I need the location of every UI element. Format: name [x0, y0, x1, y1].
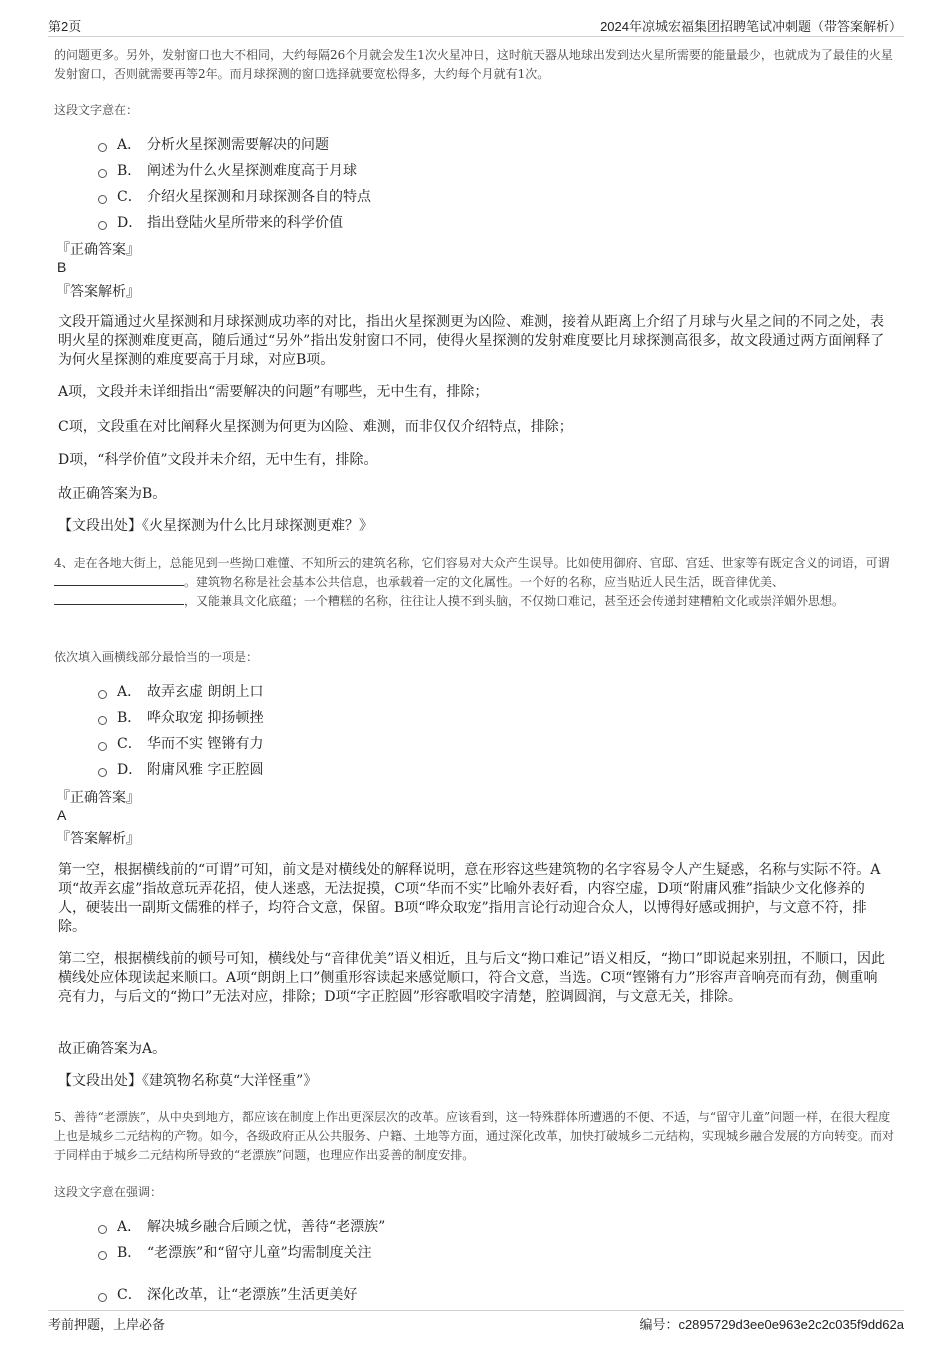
option-text: 指出登陆火星所带来的科学价值 [147, 215, 343, 231]
option-letter: C． [117, 736, 142, 752]
radio-icon[interactable] [98, 1225, 107, 1234]
q3-option-d[interactable] [98, 212, 343, 232]
q3-analysis-label: 『答案解析』 [56, 284, 140, 300]
document-title: 2024年凉城宏福集团招聘笔试冲刺题（带答案解析） [600, 19, 902, 34]
q4-source: 【文段出处】《建筑物名称莫“大洋怪重”》 [58, 1073, 318, 1089]
q3-source: 【文段出处】《火星探测为什么比月球探测更难？》 [58, 518, 373, 534]
q3-analysis-paragraph: A项，文段并未详细指出“需要解决的问题”有哪些，无中生有，排除； [58, 384, 489, 400]
q4-stem [54, 554, 900, 611]
q5-prompt: 这段文字意在强调： [54, 1185, 163, 1199]
option-text: 哗众取宠 抑扬顿挫 [147, 710, 264, 726]
q3-answer: B [57, 259, 67, 275]
option-text: 华而不实 铿锵有力 [147, 736, 264, 752]
q4-prompt: 依次填入画横线部分最恰当的一项是： [54, 650, 259, 664]
q4-option-b[interactable] [98, 707, 263, 727]
option-text: 介绍火星探测和月球探测各自的特点 [147, 189, 371, 205]
option-letter: B． [117, 710, 142, 726]
q4-analysis-paragraph: 第一空，根据横线前的“可谓”可知，前文是对横线处的解释说明，意在形容这些建筑物的名字容易令人产生疑惑，名称与实际不符。A项“故弄玄虚”指故意玩弄花招，使人迷惑，无法捉摸，C项“华而不实”比喻外表好看，内容空虚，D项“附庸风雅”指缺少文化修养的人，硬装出一副斯文儒雅的样子，均符合文意，保留。B项“哗众取宠”指用言论行动迎合众人，以博得好感或拥护，与文意不符，排除。 [58, 862, 881, 935]
q5-option-b[interactable] [98, 1242, 372, 1262]
option-text: 分析火星探测需要解决的问题 [147, 137, 329, 153]
footer-divider [48, 1310, 904, 1311]
q4-analysis-label: 『答案解析』 [56, 831, 140, 847]
q3-analysis-paragraph: C项，文段重在对比阐释火星探测为何更为凶险、难测，而非仅仅介绍特点，排除； [58, 419, 573, 435]
q3-option-a[interactable] [98, 134, 329, 154]
radio-icon[interactable] [98, 143, 107, 152]
q4-stem-text: 。建筑物名称是社会基本公共信息，也承载着一定的文化属性。一个好的名称，应当贴近人民生活，既音律优美、 [184, 575, 785, 589]
option-letter: A． [117, 1219, 142, 1235]
q4-answer-label: 『正确答案』 [56, 790, 140, 806]
q4-analysis-paragraph: 第二空，根据横线前的顿号可知，横线处与“音律优美”语义相近，且与后文“拗口难记”语义相反，“拗口”即说起来别扭，不顺口，因此横线处应体现读起来顺口。A项“朗朗上口”侧重形容读起来感觉顺口，符合文意，当选。C项“铿锵有力”形容声音响亮而有劲，侧重响亮有力，与后文的“拗口”无法对应，排除；D项“字正腔圆”形容歌唱咬字清楚，腔调圆润，与文意无关，排除。 [58, 951, 885, 1005]
option-text: “老漂族”和“留守儿童”均需制度关注 [147, 1245, 372, 1261]
q3-option-b[interactable] [98, 160, 357, 180]
q4-stem-text: ，又能兼具文化底蕴；一个糟糕的名称，往往让人摸不到头脑，不仅拗口难记，甚至还会传递封建糟粕文化或崇洋媚外思想。 [184, 594, 845, 608]
radio-icon[interactable] [98, 1293, 107, 1302]
q4-answer: A [57, 807, 67, 823]
radio-icon[interactable] [98, 221, 107, 230]
radio-icon[interactable] [98, 690, 107, 699]
footer-slogan: 考前押题，上岸必备 [48, 1317, 166, 1332]
option-letter: A． [117, 684, 142, 700]
q3-analysis-conclusion: 故正确答案为B。 [58, 486, 167, 502]
q4-analysis-conclusion: 故正确答案为A。 [58, 1041, 167, 1057]
option-text: 附庸风雅 字正腔圆 [147, 762, 264, 778]
option-text: 深化改革，让“老漂族”生活更美好 [147, 1287, 358, 1303]
q3-analysis-paragraph: 文段开篇通过火星探测和月球探测成功率的对比，指出火星探测更为凶险、难测，接着从距离上介绍了月球与火星之间的不同之处，表明火星的探测难度更高，随后通过“另外”指出发射窗口不同，使得火星探测的发射难度要比月球探测高很多，故文段通过两方面阐释了为何火星探测的难度要高于月球，对应B项。 [58, 314, 885, 368]
radio-icon[interactable] [98, 716, 107, 725]
option-letter: C． [117, 1287, 142, 1303]
option-letter: B． [117, 163, 142, 179]
q3-prompt: 这段文字意在： [54, 103, 139, 117]
q3-option-c[interactable] [98, 186, 371, 206]
option-letter: D． [117, 762, 143, 778]
option-letter: C． [117, 189, 142, 205]
option-letter: D． [117, 215, 143, 231]
radio-icon[interactable] [98, 195, 107, 204]
intro-paragraph: 的问题更多。另外，发射窗口也大不相同，大约每隔26个月就会发生1次火星冲日，这时航天器从地球出发到达火星所需要的能量最少，也就成为了最佳的火星发射窗口，否则就需要再等2年。而月球探测的窗口选择就要宽松得多，大约每个月就有1次。 [54, 48, 893, 81]
option-text: 故弄玄虚 朗朗上口 [147, 684, 264, 700]
q3-answer-label: 『正确答案』 [56, 242, 140, 258]
option-text: 阐述为什么火星探测难度高于月球 [147, 163, 357, 179]
page-number: 第2页 [48, 19, 82, 34]
q5-option-a[interactable] [98, 1216, 385, 1236]
radio-icon[interactable] [98, 169, 107, 178]
radio-icon[interactable] [98, 742, 107, 751]
footer-document-id: 编号：c2895729d3ee0e963e2c2c035f9dd62a [639, 1317, 904, 1332]
header-divider [48, 36, 904, 37]
option-text: 解决城乡融合后顾之忧，善待“老漂族” [147, 1219, 386, 1235]
q3-analysis-paragraph: D项，“科学价值”文段并未介绍，无中生有，排除。 [58, 452, 378, 468]
fill-blank[interactable] [54, 573, 184, 586]
q4-option-c[interactable] [98, 733, 263, 753]
q4-stem-text: 4、走在各地大街上，总能见到一些拗口难懂、不知所云的建筑名称，它们容易对大众产生误导。比如使用御府、官邸、宫廷、世家等有既定含义的词语，可谓 [54, 556, 890, 570]
option-letter: B． [117, 1245, 142, 1261]
radio-icon[interactable] [98, 1251, 107, 1260]
q5-stem: 5、善待“老漂族”，从中央到地方，都应该在制度上作出更深层次的改革。应该看到，这一特殊群体所遭遇的不便、不适，与“留守儿童”问题一样，在很大程度上也是城乡二元结构的产物。如今，各级政府正从公共服务、户籍、土地等方面，通过深化改革，加快打破城乡二元结构，实现城乡融合发展的方向转变。而对于同样由于城乡二元结构所导致的“老漂族”问题，也理应作出妥善的制度安排。 [54, 1110, 895, 1162]
option-letter: A． [117, 137, 142, 153]
radio-icon[interactable] [98, 768, 107, 777]
q5-option-c[interactable] [98, 1284, 357, 1304]
fill-blank[interactable] [54, 592, 184, 605]
q4-option-d[interactable] [98, 759, 263, 779]
q4-option-a[interactable] [98, 681, 263, 701]
